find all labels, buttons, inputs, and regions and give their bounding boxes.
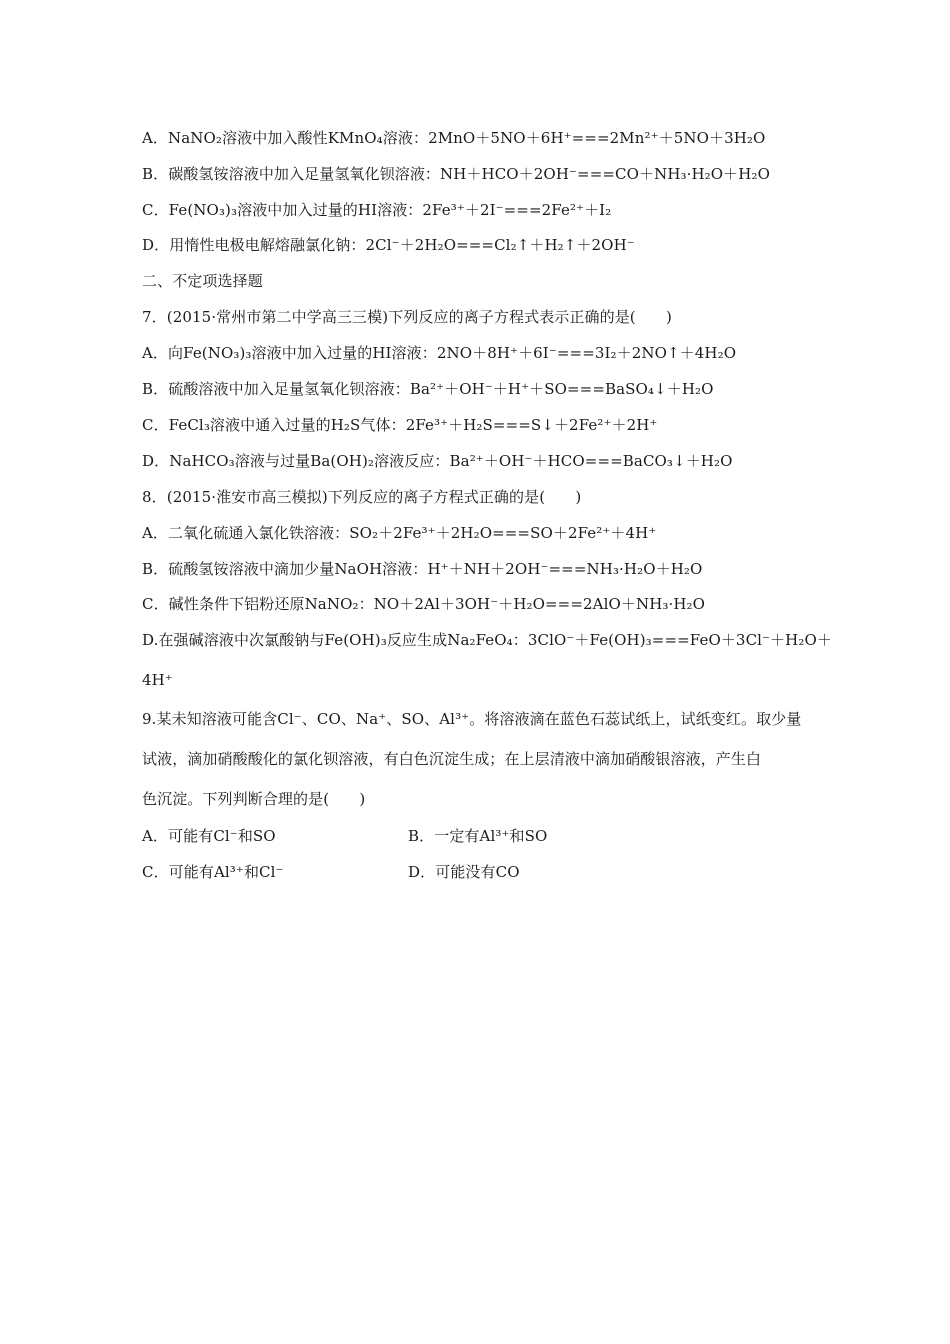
q9-stem-line2: 试液，滴加硝酸酸化的氯化钡溶液，有白色沉淀生成；在上层清液中滴加硝酸银溶液，产生白 (142, 750, 762, 768)
q9-option-c: C．可能有Al³⁺和Cl⁻ (142, 863, 284, 881)
q6-option-c: C．Fe(NO₃)₃溶液中加入过量的HI溶液：2Fe³⁺＋2I⁻===2Fe²⁺＋I₂ (142, 201, 612, 219)
q6-option-d: D．用惰性电极电解熔融氯化钠：2Cl⁻＋2H₂O===Cl₂↑＋H₂↑＋2OH⁻ (142, 236, 635, 254)
q8-option-c: C．碱性条件下铝粉还原NaNO₂：NO＋2Al＋3OH⁻＋H₂O===2AlO＋NH₃·H₂O (142, 595, 706, 613)
q7-stem: 7．(2015·常州市第二中学高三三模)下列反应的离子方程式表示正确的是( ) (142, 308, 672, 326)
q8-option-d-line2: 4H⁺ (142, 671, 173, 689)
q8-option-a: A．二氧化硫通入氯化铁溶液：SO₂＋2Fe³⁺＋2H₂O===SO＋2Fe²⁺＋4H⁺ (142, 524, 657, 542)
q7-option-a: A．向Fe(NO₃)₃溶液中加入过量的HI溶液：2NO＋8H⁺＋6I⁻===3I₂＋2NO↑＋4H₂O (142, 344, 737, 362)
q7-option-c: C．FeCl₃溶液中通入过量的H₂S气体：2Fe³⁺＋H₂S===S↓＋2Fe²⁺＋2H⁺ (142, 416, 658, 434)
q8-stem: 8．(2015·淮安市高三模拟)下列反应的离子方程式正确的是( ) (142, 488, 582, 506)
q8-option-b: B．硫酸氢铵溶液中滴加少量NaOH溶液：H⁺＋NH＋2OH⁻===NH₃·H₂O＋H₂O (142, 560, 703, 578)
section-title: 二、不定项选择题 (142, 272, 263, 290)
q9-option-d: D．可能没有CO (408, 863, 520, 881)
q6-option-b: B．碳酸氢铵溶液中加入足量氢氧化钡溶液：NH＋HCO＋2OH⁻===CO＋NH₃·H₂O＋H₂O (142, 165, 770, 183)
q8-option-d-line1: D.在强碱溶液中次氯酸钠与Fe(OH)₃反应生成Na₂FeO₄：3ClO⁻＋Fe(OH)₃===FeO＋3Cl⁻＋H₂O＋ (142, 631, 832, 649)
q7-option-b: B．硫酸溶液中加入足量氢氧化钡溶液：Ba²⁺＋OH⁻＋H⁺＋SO===BaSO₄↓＋H₂O (142, 380, 714, 398)
q9-option-b: B．一定有Al³⁺和SO (408, 827, 548, 845)
q9-stem-line1: 9.某未知溶液可能含Cl⁻、CO、Na⁺、SO、Al³⁺。将溶液滴在蓝色石蕊试纸上，试纸变红。取少量 (142, 710, 802, 728)
q9-stem-line3: 色沉淀。下列判断合理的是( ) (142, 790, 366, 808)
q9-option-a: A．可能有Cl⁻和SO (142, 827, 276, 845)
q7-option-d: D．NaHCO₃溶液与过量Ba(OH)₂溶液反应：Ba²⁺＋OH⁻＋HCO===BaCO₃↓＋H₂O (142, 452, 733, 470)
q6-option-a: A．NaNO₂溶液中加入酸性KMnO₄溶液：2MnO＋5NO＋6H⁺===2Mn²⁺＋5NO＋3H₂O (142, 129, 766, 147)
